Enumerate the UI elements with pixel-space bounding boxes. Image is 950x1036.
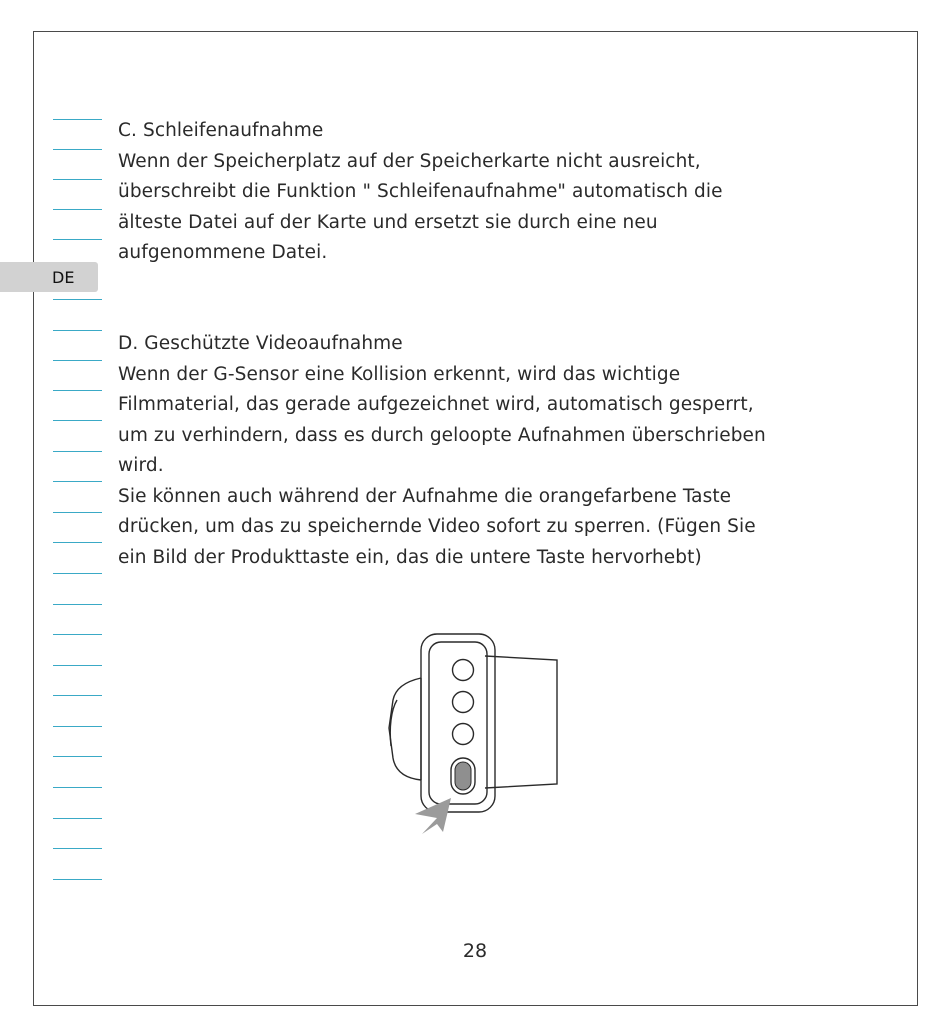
margin-rule	[53, 420, 102, 421]
section-protected-recording	[118, 329, 838, 573]
section-loop-recording	[118, 116, 838, 269]
paragraph-line: wird.	[118, 455, 164, 476]
margin-rule	[53, 119, 102, 120]
margin-rule	[53, 695, 102, 696]
dashcam-side-view-icon	[375, 628, 585, 843]
paragraph-line: Wenn der G-Sensor eine Kollision erkennt, wird das wichtige	[118, 363, 681, 385]
margin-rule	[53, 879, 102, 880]
margin-rule	[53, 239, 102, 240]
margin-rule	[53, 360, 102, 361]
paragraph-line: Filmmaterial, das gerade aufgezeichnet wird, automatisch gesperrt,	[118, 394, 754, 415]
margin-rule	[53, 604, 102, 605]
margin-rule	[53, 209, 102, 210]
margin-rule	[53, 451, 102, 452]
margin-rule	[53, 299, 102, 300]
margin-rule	[53, 848, 102, 849]
paragraph-line: ein Bild der Produkttaste ein, das die untere Taste hervorhebt)	[118, 546, 702, 568]
third-button-icon	[453, 724, 474, 745]
language-tab	[0, 262, 98, 292]
paragraph-line: älteste Datei auf der Karte und ersetzt sie durch eine neu	[118, 211, 658, 233]
language-tab-label: DE	[52, 268, 75, 287]
paragraph-line: drücken, um das zu speichernde Video sofort zu sperren. (Fügen Sie	[118, 516, 756, 537]
paragraph-line: aufgenommene Datei.	[118, 242, 328, 263]
margin-rule	[53, 573, 102, 574]
section-heading: D. Geschützte Videoaufnahme	[118, 333, 403, 354]
margin-rule	[53, 634, 102, 635]
middle-button-icon	[453, 692, 474, 713]
paragraph-line: Sie können auch während der Aufnahme die orangefarbene Taste	[118, 485, 732, 507]
pointer-arrow-icon	[415, 798, 451, 834]
margin-rule	[53, 149, 102, 150]
margin-rule	[53, 330, 102, 331]
paragraph-line: um zu verhindern, dass es durch geloopte Aufnahmen überschrieben	[118, 424, 766, 446]
margin-rule	[53, 787, 102, 788]
section-heading: C. Schleifenaufnahme	[118, 120, 324, 141]
margin-rule	[53, 542, 102, 543]
lock-button-icon	[455, 762, 471, 790]
margin-rule	[53, 512, 102, 513]
margin-rule	[53, 390, 102, 391]
margin-rule	[53, 481, 102, 482]
margin-rule	[53, 756, 102, 757]
margin-rule	[53, 179, 102, 180]
dashcam-illustration	[375, 628, 585, 843]
margin-rule	[53, 726, 102, 727]
page-number: 28	[462, 940, 488, 962]
margin-rule	[53, 665, 102, 666]
paragraph-line: Wenn der Speicherplatz auf der Speicherkarte nicht ausreicht,	[118, 150, 701, 172]
top-button-icon	[453, 660, 474, 681]
paragraph-line: überschreibt die Funktion " Schleifenaufnahme" automatisch die	[118, 181, 723, 202]
margin-rule	[53, 818, 102, 819]
